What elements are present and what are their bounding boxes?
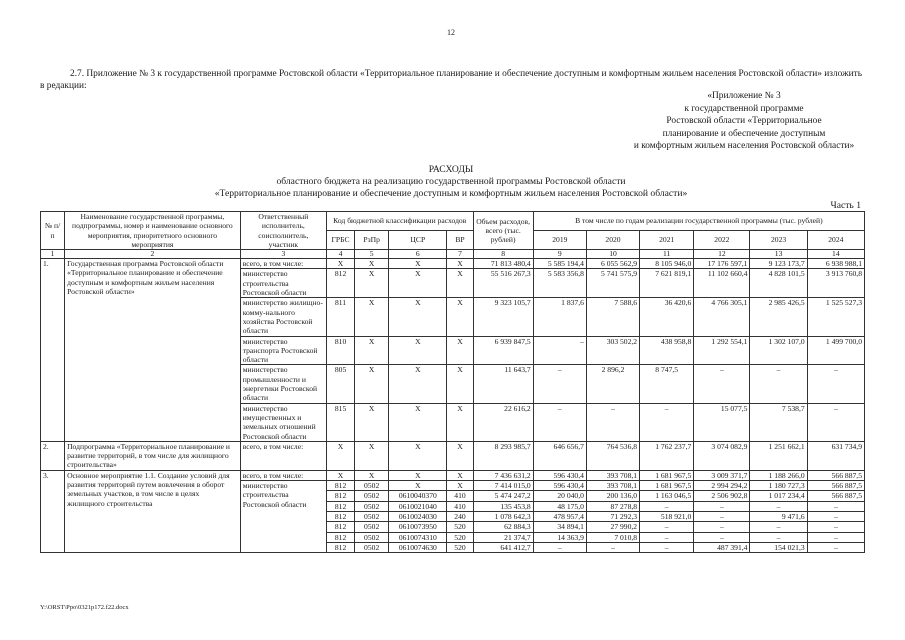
cell-total: 5 474 247,2 [473,491,533,501]
cell-2020: 2 896,2 [586,365,639,403]
cell-vr: X [447,365,473,403]
cell-rzpr: X [355,403,389,441]
cell-2020: 393 708,1 [586,470,639,480]
page-number: 12 [447,28,455,37]
cell-csr: 0610040370 [389,491,447,501]
column-number: 5 [355,250,389,259]
cell-total: 7 414 015,0 [473,481,533,491]
header-executor: Ответственный исполнитель, соисполнитель, участник [240,212,326,250]
cell-vr: 520 [447,522,473,532]
header-num: № п/п [41,212,65,250]
cell-2024: 1 525 527,3 [807,298,864,336]
cell-csr: X [389,441,447,470]
cell-2021: 36 420,6 [640,298,694,336]
cell-rzpr: X [355,470,389,480]
cell-vr: X [447,441,473,470]
cell-2021: 1 681 967,5 [640,470,694,480]
cell-total: 11 643,7 [473,365,533,403]
cell-2021: 1 681 967,5 [640,481,694,491]
cell-csr: X [389,298,447,336]
cell-vr: X [447,481,473,491]
cell-2019: – [533,365,586,403]
cell-2020: 200 136,0 [586,491,639,501]
cell-total: 62 884,3 [473,522,533,532]
cell-csr: X [389,259,447,269]
cell-2019: 5 585 194,4 [533,259,586,269]
row-executor: всего, в том числе: [240,470,326,480]
appendix-header [629,90,859,153]
cell-grbs: 812 [327,542,355,552]
column-number: 2 [65,250,241,259]
cell-grbs: 812 [327,491,355,501]
cell-grbs: 811 [327,298,355,336]
cell-csr: X [389,336,447,365]
cell-rzpr: 0502 [355,532,389,542]
cell-grbs: X [327,441,355,470]
cell-vr: 410 [447,491,473,501]
cell-2023: 9 123 173,7 [750,259,807,269]
intro-paragraph: 2.7. Приложение № 3 к государственной программе Ростовской области «Территориальное планирование и обеспечение доступным и комфортным жильем населения Ростовской области» изложить в редакции: [40,69,862,91]
cell-2024: 1 499 700,0 [807,336,864,365]
cell-total: 71 813 480,4 [473,259,533,269]
cell-vr: X [447,336,473,365]
cell-2022: 3 009 371,7 [694,470,750,480]
column-number: 9 [533,250,586,259]
cell-rzpr: 0502 [355,542,389,552]
cell-rzpr: X [355,441,389,470]
cell-2022: 17 176 597,1 [694,259,750,269]
cell-total: 135 453,8 [473,501,533,511]
cell-grbs: 810 [327,336,355,365]
cell-2019: 14 363,9 [533,532,586,542]
cell-rzpr: X [355,336,389,365]
cell-2021: 8 105 946,0 [640,259,694,269]
cell-2024: 566 887,5 [807,491,864,501]
cell-2024: 631 734,9 [807,441,864,470]
cell-grbs: 815 [327,403,355,441]
cell-2024: 566 887,5 [807,470,864,480]
cell-total: 6 939 847,5 [473,336,533,365]
header-year: 2024 [807,231,864,250]
cell-csr: 0610021040 [389,501,447,511]
cell-total: 21 374,7 [473,532,533,542]
cell-2024: – [807,522,864,532]
cell-rzpr: 0502 [355,491,389,501]
file-path-footer: Y:\ORST\Ppo\0321p172.f22.docx [40,604,129,611]
cell-2020: 7 010,8 [586,532,639,542]
cell-2022: – [694,532,750,542]
cell-2021: – [640,542,694,552]
cell-2024: 3 913 760,8 [807,269,864,298]
cell-vr: 520 [447,532,473,542]
column-number: 6 [389,250,447,259]
cell-2023: 154 021,3 [750,542,807,552]
cell-2021: 7 621 819,1 [640,269,694,298]
row-name: Государственная программа Ростовской области «Территориальное планирование и обеспечение доступным и комфортным жильем населения Ростовской области» [65,259,241,442]
header-csr: ЦСР [389,231,447,250]
cell-grbs: X [327,470,355,480]
cell-2019: 48 175,0 [533,501,586,511]
cell-total: 641 412,7 [473,542,533,552]
cell-2021: 8 747,5 [640,365,694,403]
row-num: 3. [41,470,65,552]
cell-2022: 2 994 294,2 [694,481,750,491]
expenses-table [40,211,865,553]
header-year: 2020 [586,231,639,250]
cell-rzpr: X [355,365,389,403]
cell-2019: 596 430,4 [533,481,586,491]
cell-2022: 11 102 660,4 [694,269,750,298]
row-executor: министерство транспорта Ростовской области [240,336,326,365]
row-name: Подпрограмма «Территориальное планирование и развитие территорий, в том числе для жилищного строительства» [65,441,241,470]
cell-2020: 393 708,1 [586,481,639,491]
header-year: 2019 [533,231,586,250]
cell-2023: – [750,532,807,542]
row-num: 1. [41,259,65,442]
column-number: 13 [750,250,807,259]
table-row [41,259,865,269]
column-number: 7 [447,250,473,259]
cell-csr: 0610073950 [389,522,447,532]
cell-2019: 34 894,1 [533,522,586,532]
cell-grbs: 812 [327,481,355,491]
cell-rzpr: X [355,259,389,269]
cell-2020: – [586,542,639,552]
row-executor: министерство строительства Ростовской области [240,269,326,298]
cell-2022: – [694,365,750,403]
cell-2019: 478 957,4 [533,511,586,521]
column-number: 12 [694,250,750,259]
appendix-line: «Приложение № 3 [707,91,781,101]
column-number: 11 [640,250,694,259]
table-row [41,470,865,480]
cell-2020: 303 502,2 [586,336,639,365]
cell-rzpr: 0502 [355,511,389,521]
header-year: 2022 [694,231,750,250]
cell-rzpr: X [355,298,389,336]
cell-2024: – [807,542,864,552]
cell-2020: 6 055 562,9 [586,259,639,269]
cell-vr: 240 [447,511,473,521]
cell-vr: X [447,403,473,441]
cell-2021: – [640,501,694,511]
cell-2020: 7 588,6 [586,298,639,336]
cell-2022: 15 077,5 [694,403,750,441]
cell-2023: 2 985 426,5 [750,298,807,336]
column-number: 14 [807,250,864,259]
cell-2022: – [694,511,750,521]
cell-2023: 7 538,7 [750,403,807,441]
cell-2023: – [750,365,807,403]
cell-total: 8 293 985,7 [473,441,533,470]
cell-2023: – [750,501,807,511]
column-number: 8 [473,250,533,259]
cell-csr: 0610074630 [389,542,447,552]
cell-2022: 4 766 305,1 [694,298,750,336]
cell-2019: – [533,542,586,552]
cell-2022: – [694,522,750,532]
cell-2024: – [807,403,864,441]
row-name: Основное мероприятие 1.1. Создание условий для развития территорий путем вовлечения в оборот земельных участков, в том числе в целях жилищного строительства [65,470,241,552]
appendix-line: Ростовской области «Территориальное [666,116,822,127]
column-number-row [41,250,865,259]
cell-2022: 487 391,4 [694,542,750,552]
cell-total: 55 516 267,3 [473,269,533,298]
cell-grbs: 812 [327,511,355,521]
cell-grbs: 812 [327,532,355,542]
cell-2024: – [807,511,864,521]
cell-2021: 518 921,0 [640,511,694,521]
header-year: 2021 [640,231,694,250]
column-number: 4 [327,250,355,259]
cell-csr: X [389,470,447,480]
cell-total: 9 323 105,7 [473,298,533,336]
header-years-group: В том числе по годам реализации государственной программы (тыс. рублей) [533,212,864,231]
header-name: Наименование государственной программы, подпрограммы, номер и наименование основного мероприятия, приоритетного основного мероприятия [65,212,241,250]
part-label: Часть 1 [830,200,861,211]
cell-csr: X [389,481,447,491]
cell-vr: 520 [447,542,473,552]
cell-2020: 5 741 575,9 [586,269,639,298]
row-executor: министерство промышленности и энергетики Ростовской области [240,365,326,403]
cell-total: 1 078 642,3 [473,511,533,521]
cell-2020: 87 278,8 [586,501,639,511]
cell-2019: – [533,403,586,441]
cell-vr: X [447,470,473,480]
title-line: РАСХОДЫ [428,164,474,175]
cell-2024: – [807,365,864,403]
cell-2024: 566 887,5 [807,481,864,491]
cell-2019: 1 837,6 [533,298,586,336]
cell-grbs: 812 [327,522,355,532]
column-number: 3 [240,250,326,259]
cell-grbs: 812 [327,501,355,511]
column-number: 1 [41,250,65,259]
cell-2020: 764 536,8 [586,441,639,470]
cell-rzpr: X [355,269,389,298]
cell-2023: 4 828 101,5 [750,269,807,298]
cell-2023: 1 180 727,3 [750,481,807,491]
cell-2023: 1 017 234,4 [750,491,807,501]
row-executor: всего, в том числе: [240,441,326,470]
cell-2024: – [807,501,864,511]
header-budget-code: Код бюджетной классификации расходов [327,212,474,231]
cell-grbs: X [327,259,355,269]
document-title [40,164,862,200]
cell-csr: X [389,269,447,298]
cell-2021: – [640,522,694,532]
cell-2019: 646 656,7 [533,441,586,470]
cell-csr: X [389,403,447,441]
cell-2022: 1 292 554,1 [694,336,750,365]
cell-csr: X [389,365,447,403]
appendix-line: планирование и обеспечение доступным [662,128,826,139]
cell-vr: 410 [447,501,473,511]
cell-2024: – [807,532,864,542]
cell-2023: 1 188 266,0 [750,470,807,480]
cell-2021: 1 163 046,5 [640,491,694,501]
column-number: 10 [586,250,639,259]
appendix-line: и комфортным жильем населения Ростовской области» [633,141,855,152]
cell-csr: 0610024030 [389,511,447,521]
cell-2020: – [586,403,639,441]
cell-total: 22 616,2 [473,403,533,441]
cell-rzpr: 0502 [355,501,389,511]
cell-rzpr: 0502 [355,522,389,532]
cell-2023: – [750,522,807,532]
cell-vr: X [447,269,473,298]
cell-total: 7 436 631,2 [473,470,533,480]
cell-rzpr: 0502 [355,481,389,491]
row-num: 2. [41,441,65,470]
table-row [41,441,865,470]
cell-2020: 71 292,3 [586,511,639,521]
header-volume: Объем расходов, всего (тыс. рублей) [473,212,533,250]
header-rzpr: РзПр [355,231,389,250]
cell-2019: 596 430,4 [533,470,586,480]
cell-2019: – [533,336,586,365]
cell-2019: 5 583 356,8 [533,269,586,298]
row-executor: министерство жилищно-комму-нального хозяйства Ростовской области [240,298,326,336]
header-vr: ВР [447,231,473,250]
cell-csr: 0610074310 [389,532,447,542]
title-line: «Территориальное планирование и обеспечение доступным и комфортным жильем населения Ростовской области» [214,188,688,199]
cell-2020: 27 990,2 [586,522,639,532]
cell-2021: – [640,403,694,441]
title-line: областного бюджета на реализацию государственной программы Ростовской области [276,176,626,187]
cell-2022: 3 074 082,9 [694,441,750,470]
cell-2021: 438 958,8 [640,336,694,365]
cell-2022: 2 506 902,8 [694,491,750,501]
cell-2022: – [694,501,750,511]
cell-2024: 6 938 988,1 [807,259,864,269]
header-grbs: ГРБС [327,231,355,250]
row-executor: министерство строительства Ростовской области [240,481,326,553]
header-year: 2023 [750,231,807,250]
appendix-line: к государственной программе [684,103,804,114]
row-executor: всего, в том числе: [240,259,326,269]
cell-2023: 1 302 107,0 [750,336,807,365]
cell-2023: 1 251 662,1 [750,441,807,470]
cell-2019: 20 040,0 [533,491,586,501]
cell-vr: X [447,259,473,269]
cell-grbs: 805 [327,365,355,403]
cell-2021: 1 762 237,7 [640,441,694,470]
row-executor: министерство имущественных и земельных отношений Ростовской области [240,403,326,441]
cell-2021: – [640,532,694,542]
cell-vr: X [447,298,473,336]
cell-2023: 9 471,6 [750,511,807,521]
cell-grbs: 812 [327,269,355,298]
